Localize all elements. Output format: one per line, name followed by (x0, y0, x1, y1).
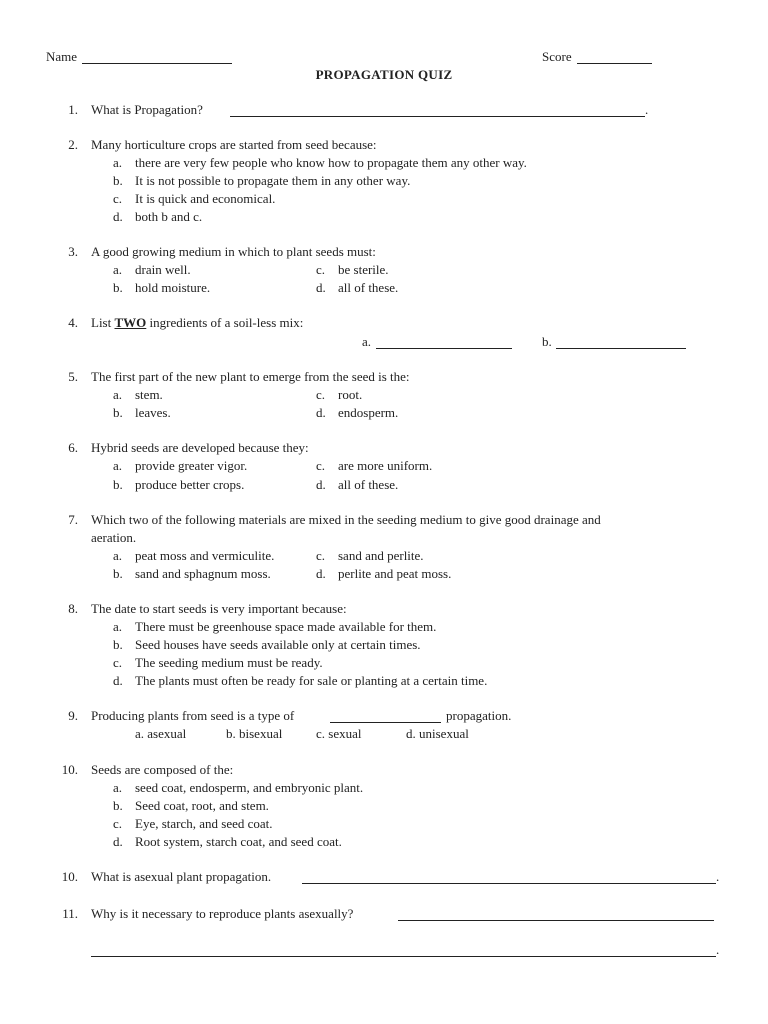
option-letter: d. (316, 280, 326, 295)
option-text: drain well. (135, 262, 191, 277)
score-blank[interactable] (577, 63, 652, 64)
option[interactable] (316, 280, 398, 296)
option-letter: a. (113, 155, 123, 170)
option-text: perlite and peat moss. (338, 566, 452, 581)
question-text: Which two of the following materials are mixed in the seeding medium to give good drainage and (91, 512, 601, 527)
option[interactable]: a. asexual (135, 726, 187, 741)
option-letter: a. (113, 619, 123, 634)
option[interactable] (113, 155, 527, 171)
option-letter: b. (113, 405, 123, 420)
option-letter: a. (113, 780, 123, 795)
answer-blank-a[interactable] (376, 348, 512, 349)
answer-blank[interactable] (330, 722, 441, 723)
option[interactable] (113, 209, 202, 225)
question-text: The first part of the new plant to emerge from the seed is the: (91, 369, 410, 384)
option-text: Seed coat, root, and stem. (135, 798, 269, 813)
option[interactable] (316, 458, 432, 474)
blank-a-label: a. (362, 334, 372, 349)
option[interactable] (113, 477, 244, 493)
question-number: 6. (68, 440, 78, 455)
question-number: 11. (62, 906, 78, 921)
option[interactable] (113, 173, 410, 189)
emphasis: TWO (114, 315, 147, 330)
answer-blank[interactable] (398, 920, 714, 921)
option[interactable] (316, 477, 398, 493)
option-text: root. (338, 387, 363, 402)
option-text: It is quick and economical. (135, 191, 276, 206)
option-letter: c. (316, 458, 326, 473)
blank-b-label: b. (542, 334, 552, 349)
option-letter: c. (113, 191, 123, 206)
option-text: all of these. (338, 477, 399, 492)
question-text: Seeds are composed of the: (91, 762, 234, 777)
score-label: Score (542, 49, 572, 64)
question-text: Producing plants from seed is a type of (91, 708, 295, 723)
option[interactable] (113, 834, 342, 850)
option[interactable] (113, 655, 323, 671)
option-text: There must be greenhouse space made available for them. (135, 619, 437, 634)
option-text: there are very few people who know how to propagate them any other way. (135, 155, 527, 170)
option-letter: c. (316, 548, 326, 563)
question-number: 4. (68, 315, 78, 330)
option-text: endosperm. (338, 405, 399, 420)
option-text: produce better crops. (135, 477, 245, 492)
question-text: A good growing medium in which to plant seeds must: (91, 244, 376, 259)
option[interactable] (316, 405, 398, 421)
question-text: What is Propagation? (91, 102, 203, 117)
option-letter: d. (316, 566, 326, 581)
question-text-end: propagation. (446, 708, 512, 723)
option-text: Root system, starch coat, and seed coat. (135, 834, 342, 849)
question-number: 7. (68, 512, 78, 527)
option-letter: a. (113, 262, 123, 277)
option-text: both b and c. (135, 209, 203, 224)
question-text: The date to start seeds is very important because: (91, 601, 347, 616)
option-text: sand and perlite. (338, 548, 424, 563)
option-letter: b. (113, 637, 123, 652)
option-letter: b. (113, 798, 123, 813)
question-number: 2. (68, 137, 78, 152)
question-text: Why is it necessary to reproduce plants asexually? (91, 906, 354, 921)
option-text: leaves. (135, 405, 171, 420)
option-text: be sterile. (338, 262, 389, 277)
answer-blank[interactable] (302, 883, 716, 884)
option-letter: d. (113, 209, 123, 224)
option[interactable] (316, 387, 362, 403)
option-text: peat moss and vermiculite. (135, 548, 275, 563)
question-text: Hybrid seeds are developed because they: (91, 440, 309, 455)
option[interactable] (113, 191, 275, 207)
option-text: The plants must often be ready for sale or planting at a certain time. (135, 673, 488, 688)
period: . (716, 869, 720, 884)
period: . (716, 942, 720, 957)
option[interactable] (113, 673, 487, 689)
option[interactable] (113, 816, 273, 832)
option[interactable] (113, 566, 271, 582)
option[interactable] (316, 262, 389, 278)
option[interactable] (316, 566, 451, 582)
option-letter: c. (316, 262, 326, 277)
option-letter: c. (316, 387, 326, 402)
option[interactable] (316, 548, 424, 564)
option[interactable] (113, 262, 191, 278)
name-label: Name (46, 49, 78, 64)
option-text: hold moisture. (135, 280, 211, 295)
question-number: 8. (68, 601, 78, 616)
answer-blank-b[interactable] (556, 348, 686, 349)
option-text: It is not possible to propagate them in any other way. (135, 173, 411, 188)
question-number: 10. (61, 762, 78, 777)
question-text-continued: aeration. (91, 530, 137, 545)
page-title: PROPAGATION QUIZ (315, 67, 453, 82)
question-number: 9. (68, 708, 78, 723)
question-number: 10. (61, 869, 78, 884)
option[interactable]: c. sexual (316, 726, 362, 741)
option-text: sand and sphagnum moss. (135, 566, 271, 581)
option-letter: c. (113, 655, 123, 670)
option[interactable] (113, 637, 421, 653)
option-letter: b. (113, 477, 123, 492)
option-letter: b. (113, 566, 123, 581)
option[interactable] (113, 387, 163, 403)
option-letter: b. (113, 280, 123, 295)
question-number: 5. (68, 369, 78, 384)
option-text: stem. (135, 387, 163, 402)
answer-blank-line-2[interactable] (91, 956, 716, 957)
option[interactable] (113, 619, 436, 635)
option-letter: a. (113, 458, 123, 473)
question-number: 1. (68, 102, 78, 117)
option[interactable] (113, 798, 269, 814)
option-letter: a. (113, 387, 123, 402)
option-letter: c. (113, 816, 123, 831)
option-text: are more uniform. (338, 458, 433, 473)
option[interactable] (113, 405, 171, 421)
question-text: Many horticulture crops are started from seed because: (91, 137, 377, 152)
option-text: seed coat, endosperm, and embryonic plant. (135, 780, 364, 795)
option-letter: d. (113, 834, 123, 849)
period: . (645, 102, 649, 117)
option[interactable] (113, 780, 363, 796)
option-text: all of these. (338, 280, 399, 295)
answer-blank[interactable] (230, 116, 645, 117)
option[interactable] (113, 280, 210, 296)
option-letter: d. (316, 405, 326, 420)
name-blank[interactable] (82, 63, 232, 64)
option-letter: d. (316, 477, 326, 492)
option[interactable]: b. bisexual (226, 726, 283, 741)
option-text: provide greater vigor. (135, 458, 248, 473)
option-letter: d. (113, 673, 123, 688)
option-letter: a. (113, 548, 123, 563)
option[interactable] (113, 548, 274, 564)
option-text: The seeding medium must be ready. (135, 655, 323, 670)
question-number: 3. (68, 244, 78, 259)
option[interactable] (113, 458, 247, 474)
question-text: What is asexual plant propagation. (91, 869, 272, 884)
option-text: Eye, starch, and seed coat. (135, 816, 273, 831)
option-letter: b. (113, 173, 123, 188)
option[interactable]: d. unisexual (406, 726, 469, 741)
question-text: List TWO ingredients of a soil-less mix: (91, 315, 304, 330)
option-text: Seed houses have seeds available only at certain times. (135, 637, 421, 652)
